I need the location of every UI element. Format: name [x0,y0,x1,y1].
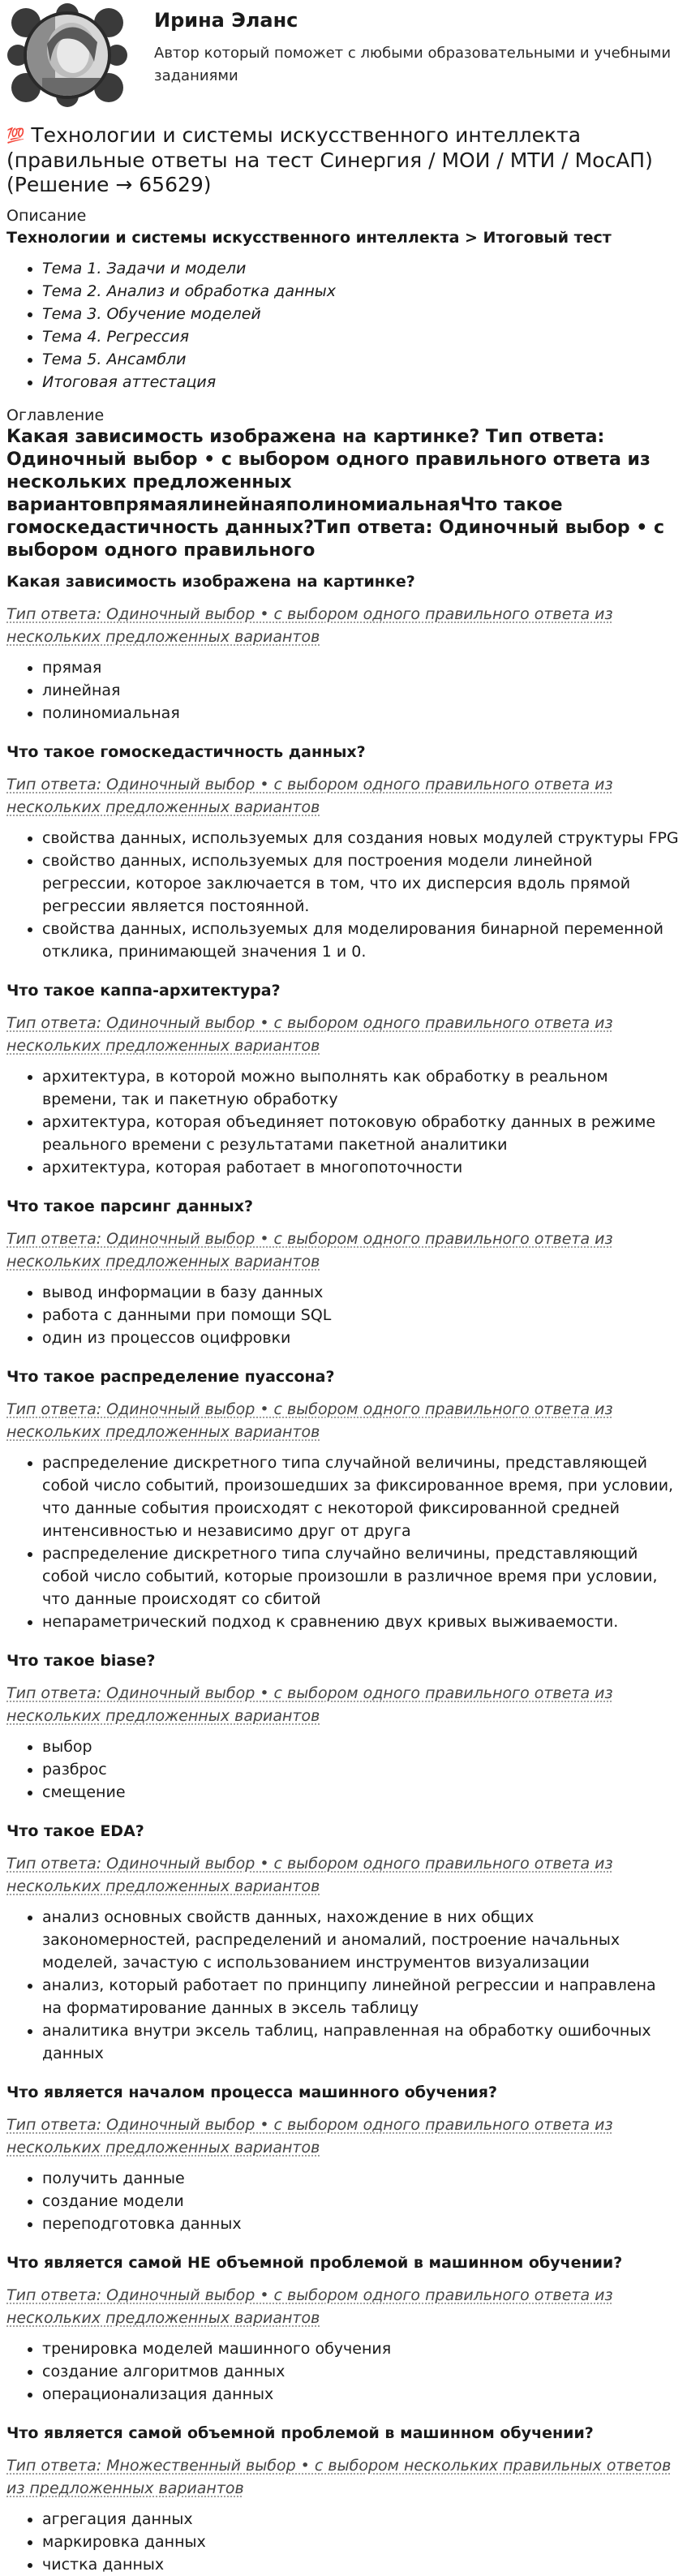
answer-option: • разброс [42,1758,679,1781]
answer-option: • вывод информации в базу данных [42,1281,679,1304]
question-block [6,570,679,725]
question-type [6,1012,679,1057]
questions-list [6,570,679,2576]
answer-option: • маркировка данных [42,2531,679,2553]
question-type-text: Тип ответа: Одиночный выбор • с выбором одного правильного ответа из нескольких предложенных вариантов [6,2286,613,2327]
answer-option: • смещение [42,1781,679,1804]
question-type [6,1398,679,1443]
hundred-points-icon: 💯 [6,127,25,144]
question-block [6,2081,679,2235]
question-type [6,1852,679,1898]
question-title: Какая зависимость изображена на картинке? [6,573,415,591]
topic-item: • Тема 1. Задачи и модели [42,257,679,280]
question-type [6,773,679,819]
answer-option: • архитектура, в которой можно выполнять как обработку в реальном времени, так и пакетную обработку [42,1065,679,1111]
answer-option: • работа с данными при помощи SQL [42,1304,679,1327]
answer-option: • операционализация данных [42,2383,679,2406]
question-block [6,2422,679,2576]
answers-list [6,827,679,963]
answer-option: • линейная [42,679,679,702]
answer-option: • аналитика внутри эксель таблиц, направленная на обработку ошибочных данных [42,2019,679,2065]
answer-option: • создание алгоритмов данных [42,2360,679,2383]
question-type-text: Тип ответа: Одиночный выбор • с выбором одного правильного ответа из нескольких предложенных вариантов [6,1230,613,1271]
answers-list [6,1281,679,1349]
question-title: Что такое парсинг данных? [6,1198,253,1215]
question-type [6,603,679,648]
topic-item: • Тема 4. Регрессия [42,325,679,348]
answer-option: • анализ, который работает по принципу линейной регрессии и направлена на форматирование данных в эксель таблицу [42,1974,679,2019]
answer-option: • чистка данных [42,2553,679,2576]
question-block [6,979,679,1179]
question-block [6,1195,679,1349]
answers-list [6,1065,679,1179]
breadcrumb: Технологии и системы искусственного интеллекта > Итоговый тест [6,229,612,247]
question-type-text: Тип ответа: Множественный выбор • с выбором нескольких правильных ответов из предложенных вариантов [6,2457,672,2497]
answer-option: • один из процессов оцифровки [42,1327,679,1349]
author-name[interactable]: Ирина Эланс [154,9,298,32]
answer-option: • агрегация данных [42,2508,679,2531]
author-info [128,3,679,88]
question-type [6,2454,679,2500]
answer-option: • распределение дискретного типа случайной величины, представляющей собой число событий, произошедших за фиксированное время, при условии, что данные события происходят с некоторой фиксированной средней интенсивностью и независимо друг от друга [42,1451,679,1542]
answer-option: • тренировка моделей машинного обучения [42,2337,679,2360]
question-type [6,1682,679,1727]
answer-option: • распределение дискретного типа случайно величины, представляющий собой число событий, которые произошли в различное время при условии, что данные происходят со сбитой [42,1542,679,1611]
answer-option: • анализ основных свойств данных, нахождение в них общих закономерностей, распределений и аномалий, построение начальных моделей, зачастую с использованием инструментов визуализации [42,1906,679,1974]
topic-item: • Тема 5. Ансамбли [42,348,679,371]
topic-item: • Тема 2. Анализ и обработка данных [42,280,679,303]
avatar[interactable] [6,3,128,107]
question-type [6,1228,679,1273]
description-label: Описание [6,207,87,225]
author-block [6,3,679,117]
question-type-text: Тип ответа: Одиночный выбор • с выбором одного правильного ответа из нескольких предложенных вариантов [6,605,613,646]
answers-list [6,2167,679,2235]
answers-list [6,2337,679,2406]
answer-option: • непараметрический подход к сравнению двух кривых выживаемости. [42,1611,679,1633]
question-title: Что такое распределение пуассона? [6,1368,335,1386]
question-block [6,741,679,963]
answer-option: • свойства данных, используемых для моделирования бинарной переменной отклика, принимающей значения 1 и 0. [42,918,679,963]
question-type [6,2284,679,2329]
question-block [6,1820,679,2065]
question-title: Что такое каппа-архитектура? [6,982,281,1000]
question-title: Что является самой объемной проблемой в машинном обучении? [6,2424,594,2442]
answer-option: • переподготовка данных [42,2213,679,2235]
toc-label: Оглавление [6,406,105,424]
question-block [6,1365,679,1633]
answer-option: • получить данные [42,2167,679,2190]
answers-list [6,656,679,725]
question-title: Что такое biase? [6,1652,156,1670]
question-type [6,2114,679,2159]
topic-item: • Тема 3. Обучение моделей [42,303,679,325]
answers-list [6,1906,679,2065]
answers-list [6,1735,679,1804]
question-type-text: Тип ответа: Одиночный выбор • с выбором одного правильного ответа из нескольких предложенных вариантов [6,1014,613,1055]
answer-option: • полиномиальная [42,702,679,725]
topic-item: • Итоговая аттестация [42,371,679,393]
question-block [6,1649,679,1804]
question-type-text: Тип ответа: Одиночный выбор • с выбором одного правильного ответа из нескольких предложенных вариантов [6,776,613,816]
answers-list [6,1451,679,1633]
answer-option: • свойство данных, используемых для построения модели линейной регрессии, которое заключается в том, что их дисперсия вдоль прямой регрессии является постоянной. [42,849,679,918]
question-block [6,2251,679,2406]
question-type-text: Тип ответа: Одиночный выбор • с выбором одного правильного ответа из нескольких предложенных вариантов [6,1855,613,1895]
answer-option: • создание модели [42,2190,679,2213]
answer-option: • архитектура, которая работает в многопоточности [42,1156,679,1179]
answer-option: • архитектура, которая объединяет потоковую обработку данных в режиме реального времени с результатами пакетной аналитики [42,1111,679,1156]
answer-option: • прямая [42,656,679,679]
answer-option: • выбор [42,1735,679,1758]
page-title [6,123,679,197]
question-type-text: Тип ответа: Одиночный выбор • с выбором одного правильного ответа из нескольких предложенных вариантов [6,2116,613,2157]
toc-text: Какая зависимость изображена на картинке? Тип ответа: Одиночный выбор • с выбором одного правильного ответа из нескольких предложенных вариантовпрямаялинейнаяполиномиальнаяЧто такое гомоскедастичность данных?Тип ответа: Одиночный выбор • с выбором одного правильного [6,427,665,561]
author-description: Автор который поможет с любыми образовательными и учебными заданиями [154,45,672,84]
avatar-image [6,3,128,107]
answer-option: • свойства данных, используемых для создания новых модулей структуры FPG [42,827,679,849]
question-title: Что такое EDA? [6,1822,144,1840]
page-title-text: Технологии и системы искусственного интеллекта (правильные ответы на тест Синергия / МОИ / МТИ / МосАП) (Решение → 65629) [6,123,653,196]
question-title: Что является самой НЕ объемной проблемой в машинном обучении? [6,2254,623,2272]
topics-list [6,257,679,393]
question-title: Что такое гомоскедастичность данных? [6,743,366,761]
question-title: Что является началом процесса машинного обучения? [6,2084,498,2101]
question-type-text: Тип ответа: Одиночный выбор • с выбором одного правильного ответа из нескольких предложенных вариантов [6,1684,613,1725]
answers-list [6,2508,679,2576]
question-type-text: Тип ответа: Одиночный выбор • с выбором одного правильного ответа из нескольких предложенных вариантов [6,1400,613,1441]
